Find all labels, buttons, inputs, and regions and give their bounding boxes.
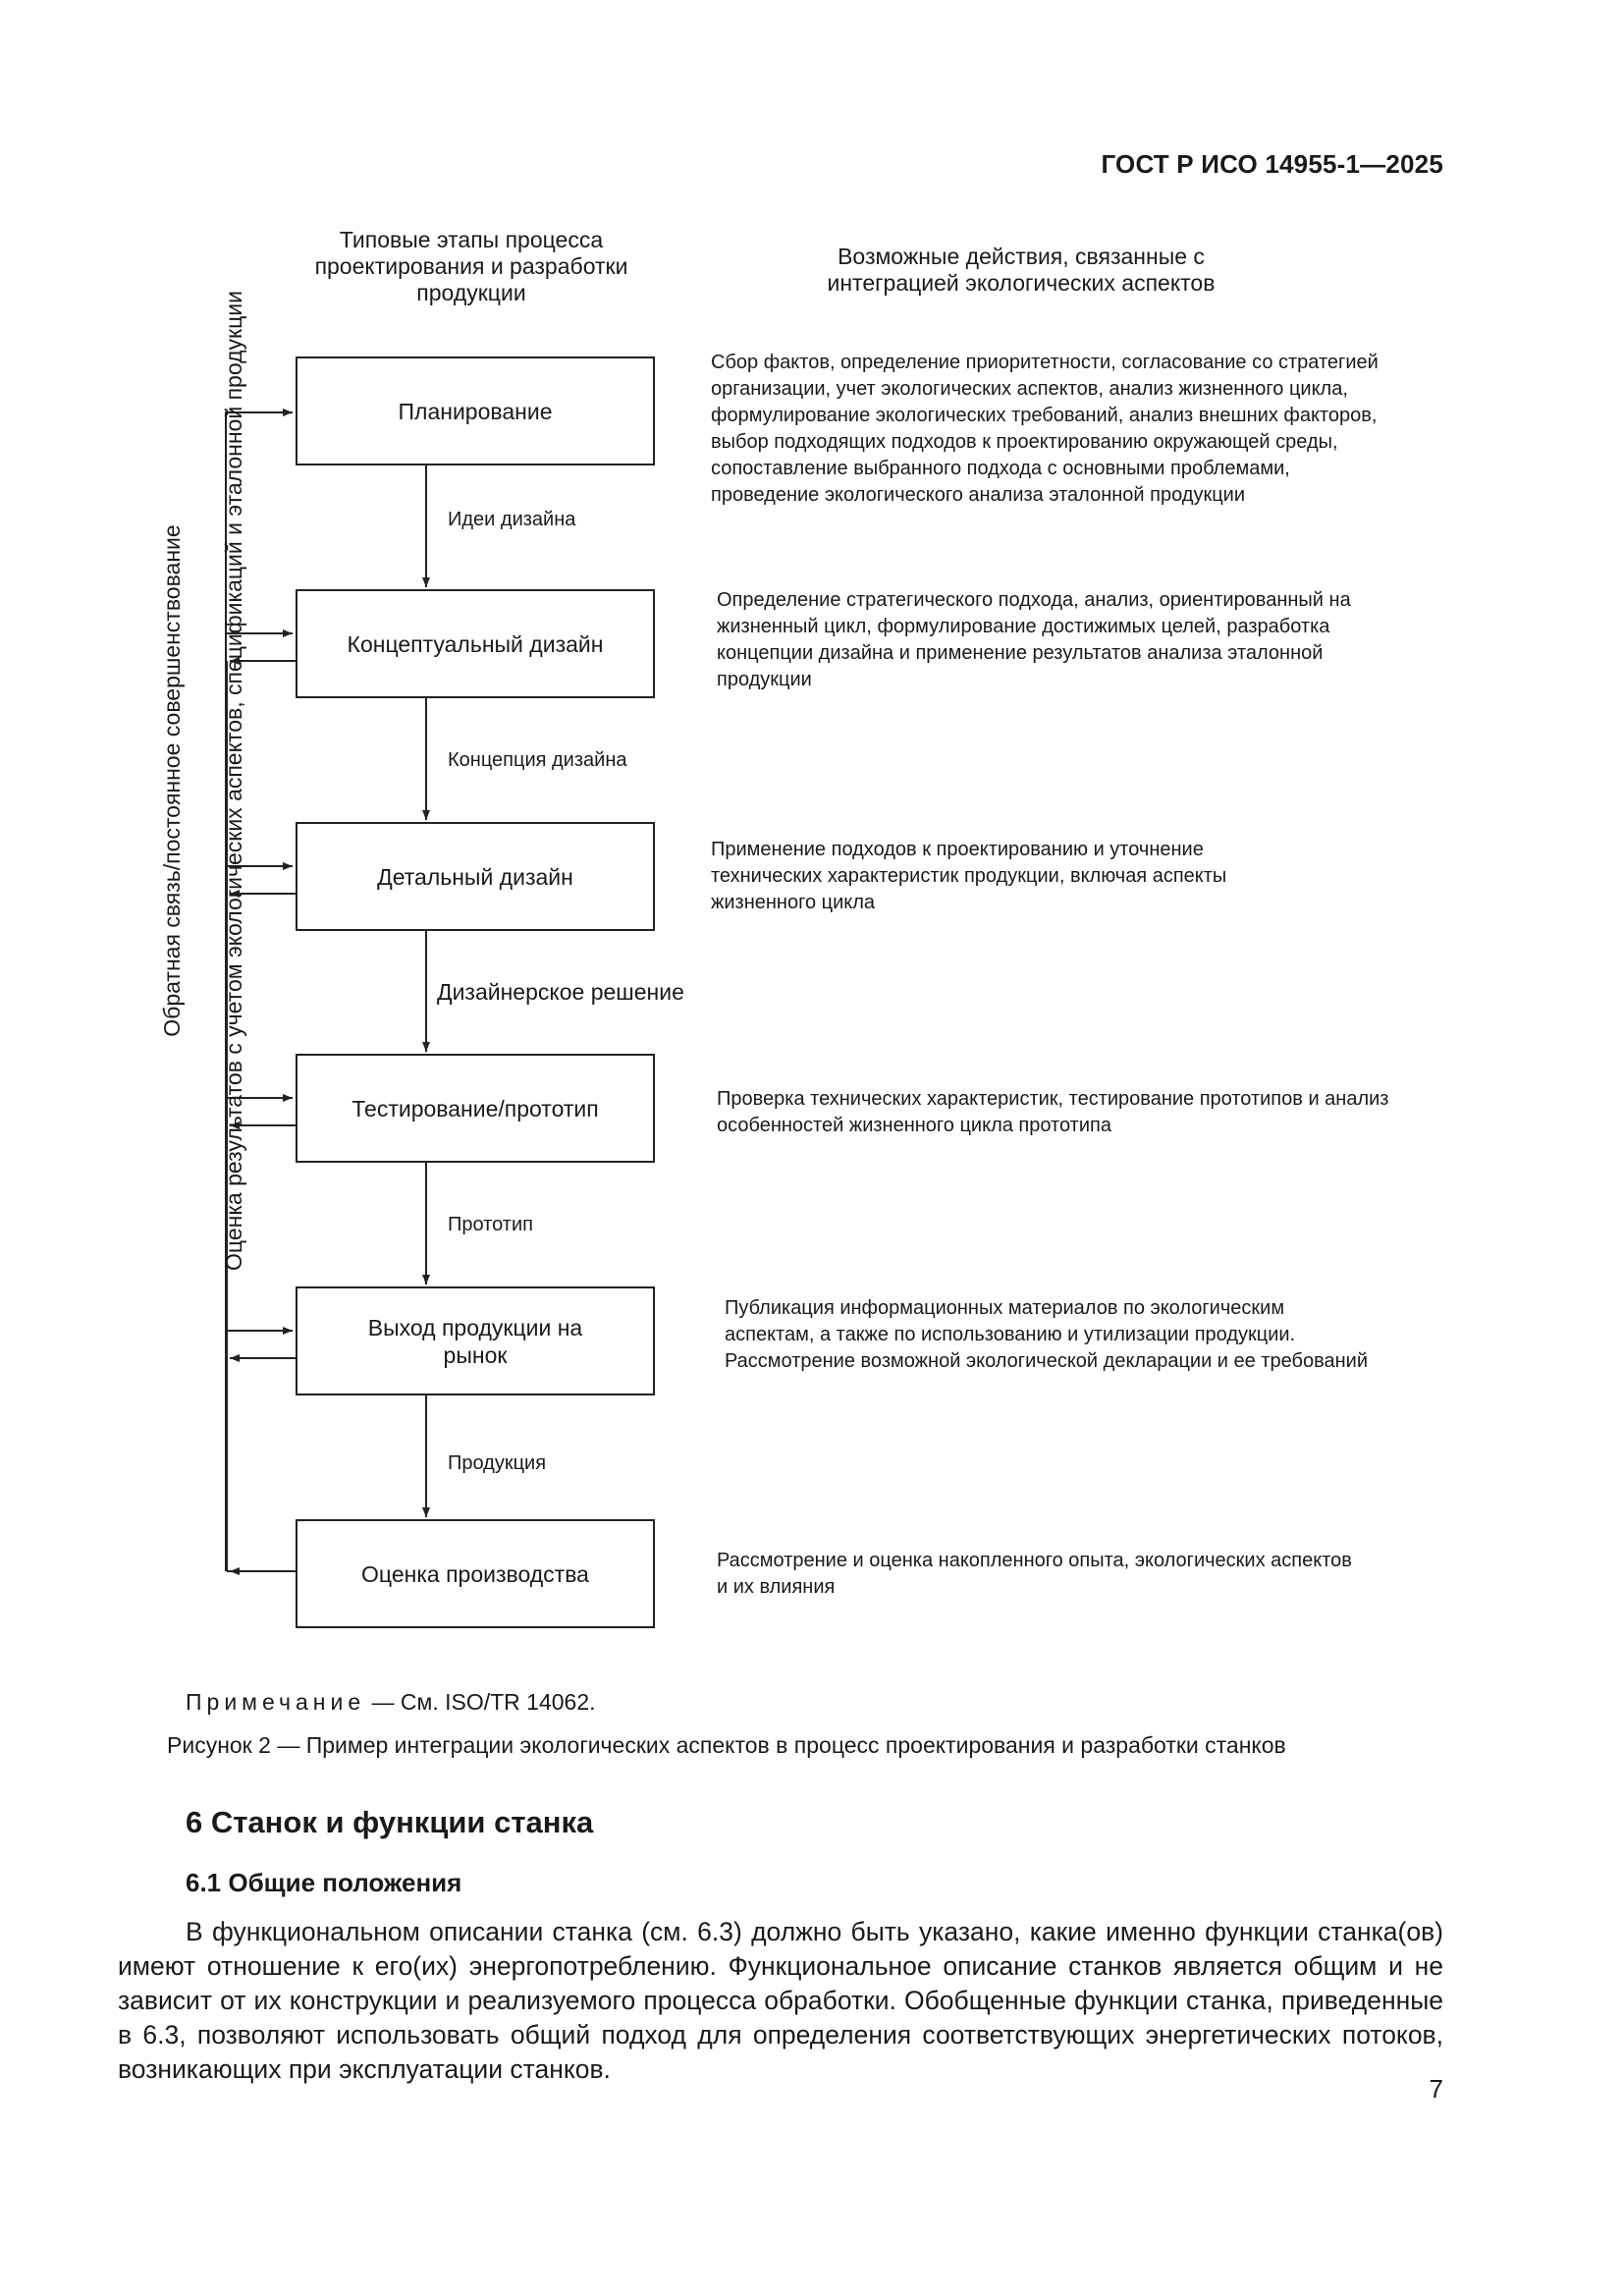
figure-caption: Рисунок 2 — Пример интеграции экологических аспектов в процесс проектирования и разработки станков [167, 1732, 1286, 1758]
stage-box-concept-design: Концептуальный дизайн [296, 589, 655, 698]
stage-box-planning: Планирование [296, 356, 655, 465]
body-paragraph [118, 1915, 1443, 2087]
arrow-label-product: Продукция [448, 1452, 547, 1474]
arrow-label-prototype: Прототип [448, 1214, 533, 1235]
vertical-label-evaluation: Оценка результатов с учетом экологических аспектов, спецификаций и эталонной продукции [221, 291, 246, 1271]
stage-actions-concept-design: Определение стратегического подхода, анализ, ориентированный на жизненный цикл, формулирование достижимых целей, разработка концепции дизайна и применение результатов анализа эталонной продукции [717, 589, 1351, 690]
left-column-title: Типовые этапы процесса проектирования и разработки продукции [314, 227, 628, 305]
subsection-title: 6.1 Общие положения [186, 1868, 462, 1897]
vertical-label-feedback: Обратная связь/постоянное совершенствование [159, 524, 185, 1037]
document-id: ГОСТ Р ИСО 14955-1—2025 [1101, 149, 1443, 179]
stage-actions-testing: Проверка технических характеристик, тестирование прототипов и анализ особенностей жизненного цикла прототипа [717, 1088, 1389, 1136]
arrow-label-design-ideas: Идеи дизайна [448, 509, 576, 530]
stage-actions-planning: Сбор фактов, определение приоритетности, согласование со стратегией организации, учет экологических аспектов, анализ жизненного цикла, формулирование экологических требований, анализ внешних факторов, выбор подходящих подходов к проектированию окружающей среды, сопоставление выбранного подхода с основными проблемами, проведение экологического анализа эталонной продукции [711, 352, 1379, 506]
stage-actions-production-review: Рассмотрение и оценка накопленного опыта, экологических аспектов и их влияния [717, 1550, 1352, 1598]
arrow-label-design-solution: Дизайнерское решение [437, 979, 684, 1005]
paragraph-text: В функциональном описании станка (см. 6.3) должно быть указано, какие именно функции станка(ов) имеют отношение к его(их) энергопотреблению. Функциональное описание станков является общим и не зависит от их конструкции и реализуемого процесса обработки. Обобщенные функции станка, приведенные в 6.3, позволяют использовать общий подход для определения соответствующих энергетических потоков, возникающих при эксплуатации станков. [118, 1917, 1443, 2084]
section-title: 6 Станок и функции станка [186, 1805, 594, 1839]
page-number: 7 [1429, 2074, 1443, 2104]
stage-box-testing: Тестирование/прототип [296, 1054, 655, 1163]
stage-actions-market-launch: Публикация информационных материалов по экологическим аспектам, а также по использованию и утилизации продукции. Рассмотрение возможной экологической декларации и ее требований [725, 1297, 1369, 1372]
stage-actions-detail-design: Применение подходов к проектированию и уточнение технических характеристик продукции, включая аспекты жизненного цикла [711, 839, 1227, 913]
right-column-title: Возможные действия, связанные с интеграцией экологических аспектов [827, 244, 1216, 296]
figure-note [186, 1689, 596, 1716]
note-label: Примечание [186, 1689, 366, 1715]
stage-box-market-launch: Выход продукции на рынок [296, 1286, 655, 1395]
arrow-label-design-concept: Концепция дизайна [448, 749, 627, 771]
stage-box-production-review: Оценка производства [296, 1519, 655, 1628]
note-text: — См. ISO/TR 14062. [365, 1689, 596, 1715]
stage-box-detail-design: Детальный дизайн [296, 822, 655, 931]
